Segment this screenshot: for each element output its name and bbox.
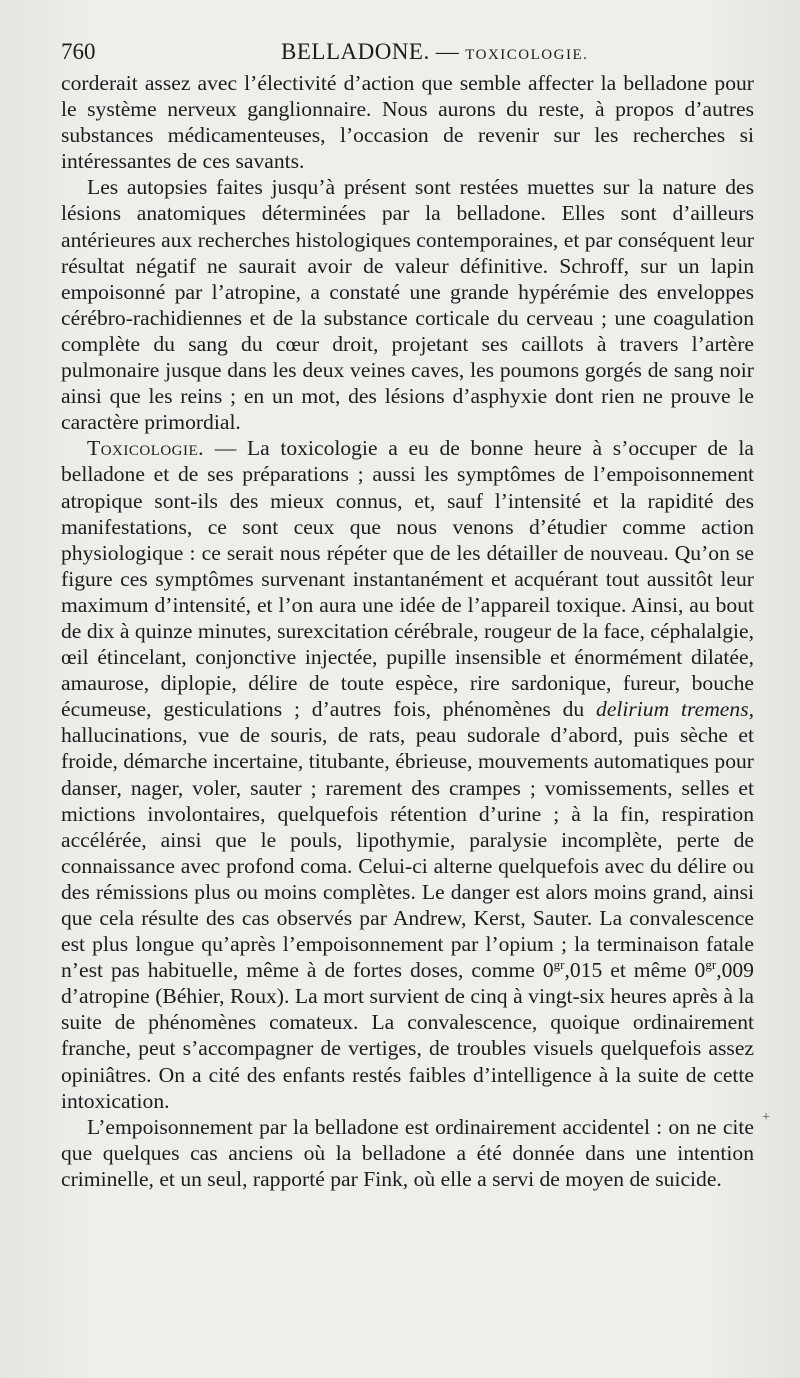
text-part-1: La toxicologie a eu de bonne heure à s’occuper de la belladone et de ses préparations ; aussi les symptômes de l’empoisonnement atropique sont-ils des mieux connus, et, sauf l’intensité et la rapidité des manifestations, ce sont ceux que nous venons d’étudier comme action physiologique : ce serait nous répéter que de les détailler de nouveau. Qu’on se figure ces symptômes survenant instantanément et acquérant tout aussitôt leur maximum d’intensité, et l’on aura une idée de l’appareil toxique. Ainsi, au bout de dix à quinze minutes, surexcitation cérébrale, rougeur de la face, céphalalgie, œil étincelant, conjonctive injectée, pupille insensible et énormément dilatée, amaurose, diplopie, délire de toute espèce, rire sardonique, fureur, bouche écumeuse, gesticulations ; d’autres fois, phénomènes du (61, 436, 754, 722)
text-part-3: ,015 et même 0 (564, 958, 706, 983)
section-heading: Toxicologie. (87, 436, 205, 461)
unit-superscript-2: gr (705, 957, 717, 973)
running-title (281, 34, 588, 73)
body-text (61, 70, 754, 1192)
margin-mark: + (762, 1110, 770, 1125)
heading-dash: — (214, 436, 237, 461)
text-part-4: ,009 d’atropine (Béhier, Roux). La mort survient de cinq à vingt-six heures après à la suite de phénomènes comateux. La convalescence, quoique ordinairement franche, peut s’accompagner de vertiges, de troubles visuels quelquefois assez opiniâtres. On a cité des enfants restés faibles d’intelligence à la suite de cette intoxication. (61, 958, 754, 1113)
paragraph-toxicologie (61, 435, 754, 1113)
paragraph-autopsies: Les autopsies faites jusqu’à présent sont restées muettes sur la nature des lésions anatomiques déterminées par la belladone. Elles sont d’ailleurs antérieures aux recherches histologiques contemporaines, et par conséquent leur résultat négatif ne saurait avoir de valeur définitive. Schroff, sur un lapin empoisonné par l’atropine, a constaté une grande hypérémie des enveloppes cérébro-rachidiennes et de la substance corticale du cerveau ; une coagulation complète du sang du cœur droit, projetant ses caillots à travers l’artère pulmonaire jusque dans les deux veines caves, les poumons gorgés de sang noir ainsi que les reins ; en un mot, des lésions d’asphyxie dont rien ne prouve le caractère primordial. (61, 175, 754, 435)
page-number: 760 (61, 39, 96, 64)
running-head (61, 34, 754, 70)
paragraph-empoisonnement: L’empoisonnement par la belladone est ordinairement accidentel : on ne cite que quelques cas anciens où la belladone a été donnée dans une intention criminelle, et un seul, rapporté par Fink, où elle a servi de moyen de suicide. (61, 1114, 754, 1191)
unit-superscript-1: gr (553, 957, 565, 973)
section-title: TOXICOLOGIE. (465, 47, 589, 63)
book-title: BELLADONE. (281, 39, 430, 64)
italic-term: delirium tremens (596, 697, 749, 722)
paragraph-continuation: corderait assez avec l’électivité d’action que semble affecter la belladone pour le système nerveux ganglionnaire. Nous aurons du reste, à propos d’autres substances médicamenteuses, l’occasion de revenir sur les recherches si intéressantes de ces savants. (61, 71, 754, 174)
text-part-2: , hallucinations, vue de souris, de rats, peau sudorale d’abord, puis sèche et froide, démarche incertaine, titubante, ébrieuse, mouvements automatiques pour danser, nager, voler, sauter ; rarement des crampes ; vomissements, selles et mictions involontaires, quelquefois rétention d’urine ; à la fin, respiration accélérée, ainsi que le pouls, lipothymie, paralysie incomplète, perte de connaissance avec profond coma. Celui-ci alterne quelquefois avec du délire ou des rémissions plus ou moins complètes. Le danger est alors moins grand, ainsi que cela résulte des cas observés par Andrew, Kerst, Sauter. La convalescence est plus longue qu’après l’empoisonnement par l’opium ; la terminaison fatale n’est pas habituelle, même à de fortes doses, comme 0 (61, 697, 754, 983)
title-dash: — (435, 39, 460, 64)
